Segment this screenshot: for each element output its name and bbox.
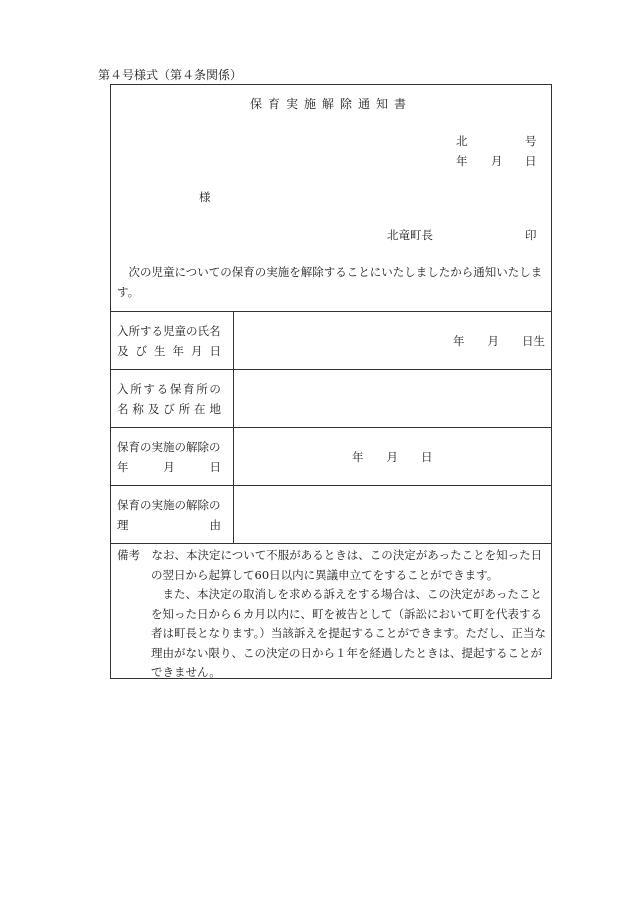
form-number: 第４号様式（第４条関係） (98, 68, 243, 82)
label-char: 名 (117, 401, 129, 416)
release-date-label (111, 428, 234, 486)
issuer-name: 北竜町長 (387, 228, 433, 242)
nursery-label (111, 370, 234, 428)
release-date-blank: 年 月 日 (352, 449, 433, 464)
label-char: び (135, 343, 147, 358)
label-char: 入 (117, 381, 129, 396)
child-value (234, 312, 552, 370)
label-char: 保 (169, 381, 182, 396)
label-char: 生 (154, 343, 166, 358)
intro-text: 次の児童についての保育の実施を解除することにいたしましたから通知いたします。 (117, 265, 543, 299)
table-row (111, 486, 551, 544)
number-suffix: 号 (525, 134, 537, 148)
label-char: 日 (209, 343, 221, 358)
label-char: 所 (178, 401, 191, 416)
issue-year: 年 (456, 154, 468, 168)
seal-mark: 印 (525, 228, 537, 242)
label-char: 月 (191, 343, 203, 358)
nursery-label-line2 (117, 399, 221, 419)
label-char: 月 (163, 459, 175, 474)
birthdate-blank: 年 月 日生 (453, 333, 545, 348)
release-reason-label (111, 486, 234, 544)
nursery-label-line1 (117, 379, 221, 399)
label-char: 地 (209, 401, 221, 416)
release-date-value (234, 428, 552, 486)
label-char: 及 (117, 343, 129, 358)
details-table (111, 311, 551, 544)
notes-divider (111, 543, 551, 544)
label-char: の (209, 381, 221, 396)
label-char: 称 (132, 401, 144, 416)
table-row (111, 428, 551, 486)
release-reason-label-line2 (117, 515, 221, 535)
table-row (111, 370, 551, 428)
label-char: 在 (194, 401, 206, 416)
table-row (111, 312, 551, 370)
label-char: 及 (147, 401, 160, 416)
label-char: 理 (117, 517, 129, 532)
label-char: び (163, 401, 175, 416)
child-label-line1: 入所する児童の氏名 (117, 323, 221, 338)
label-char: 所 (196, 381, 208, 396)
child-label (111, 312, 234, 370)
note-objection: 備考 なお、本決定について不服があるときは、この決定があったことを知った日の翌日から起算して60日以内に異議申立てをすることができます。 (117, 548, 543, 582)
label-char: 日 (209, 459, 221, 474)
release-reason-value (234, 486, 552, 544)
child-label-line2 (117, 341, 221, 361)
issue-month: 月 (491, 154, 503, 168)
issue-day: 日 (525, 154, 537, 168)
release-date-label-line2 (117, 457, 221, 477)
note-lawsuit: また、本決定の取消しを求める訴えをする場合は、この決定があったことを知った日から６カ月以内に、町を被告として（訴訟において町を代表する者は町長となります。）当該訴えを提起することができます。ただし、正当な理由がない限り、この決定の日から１年を経過したときは、提起することができません。 (151, 587, 546, 679)
label-char: す (143, 381, 155, 396)
document-title: 保育実施解除通知書 (249, 97, 412, 111)
number-prefix: 北 (456, 134, 468, 148)
label-char: 育 (183, 381, 195, 396)
label-char: る (156, 381, 169, 396)
release-date-label-line1: 保育の実施の解除の (117, 439, 221, 454)
notes-section (117, 546, 549, 683)
label-char: 由 (209, 517, 221, 532)
label-char: 所 (130, 381, 142, 396)
label-char: 年 (172, 343, 184, 358)
nursery-value (234, 370, 552, 428)
release-reason-label-line1: 保育の実施の解除の (117, 497, 221, 512)
addressee-suffix: 様 (199, 190, 211, 204)
notice-form (110, 84, 552, 679)
label-char: 年 (117, 459, 129, 474)
